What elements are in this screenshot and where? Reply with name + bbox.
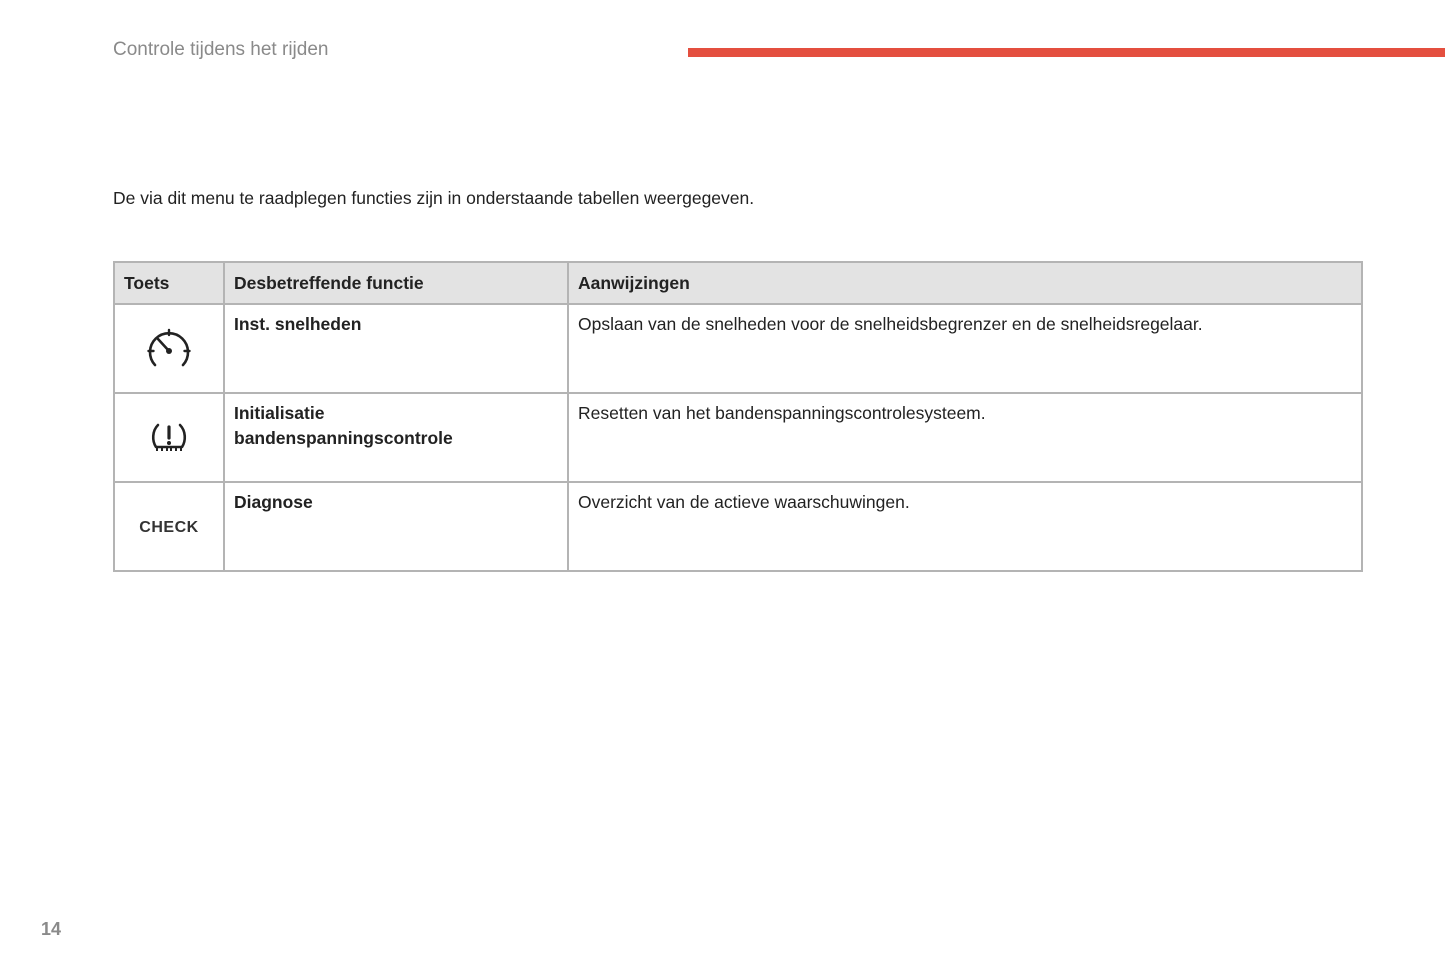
key-cell	[114, 482, 224, 571]
function-name: Diagnose	[234, 492, 313, 512]
column-header-function: Desbetreffende functie	[224, 262, 568, 304]
header-accent-bar	[688, 48, 1445, 57]
page-number: 14	[41, 919, 62, 939]
notes-cell	[568, 393, 1362, 482]
function-name-line-2: bandenspanningscontrole	[234, 428, 453, 448]
table-row	[114, 304, 1362, 393]
check-key-label: CHECK	[139, 518, 199, 536]
speedometer-icon	[115, 327, 223, 371]
intro-text: De via dit menu te raadplegen functies zijn in onderstaande tabellen weergegeven.	[113, 188, 755, 208]
table-row	[114, 393, 1362, 482]
function-notes: Resetten van het bandenspanningscontrolesysteem.	[578, 403, 986, 423]
column-header-notes: Aanwijzingen	[568, 262, 1362, 304]
function-cell	[224, 304, 568, 393]
table-header-row	[114, 262, 1362, 304]
notes-cell	[568, 304, 1362, 393]
function-name-line-1: Initialisatie	[234, 403, 325, 423]
function-notes: Opslaan van de snelheden voor de snelheidsbegrenzer en de snelheidsregelaar.	[578, 314, 1203, 334]
key-cell	[114, 393, 224, 482]
function-notes: Overzicht van de actieve waarschuwingen.	[578, 492, 910, 512]
section-title: Controle tijdens het rijden	[113, 39, 329, 60]
notes-cell	[568, 482, 1362, 571]
table-row	[114, 482, 1362, 571]
function-name: Inst. snelheden	[234, 314, 362, 334]
tire-pressure-warning-icon	[115, 418, 223, 458]
function-cell	[224, 393, 568, 482]
key-cell	[114, 304, 224, 393]
functions-table	[113, 261, 1363, 572]
column-header-key: Toets	[114, 262, 224, 304]
function-cell	[224, 482, 568, 571]
